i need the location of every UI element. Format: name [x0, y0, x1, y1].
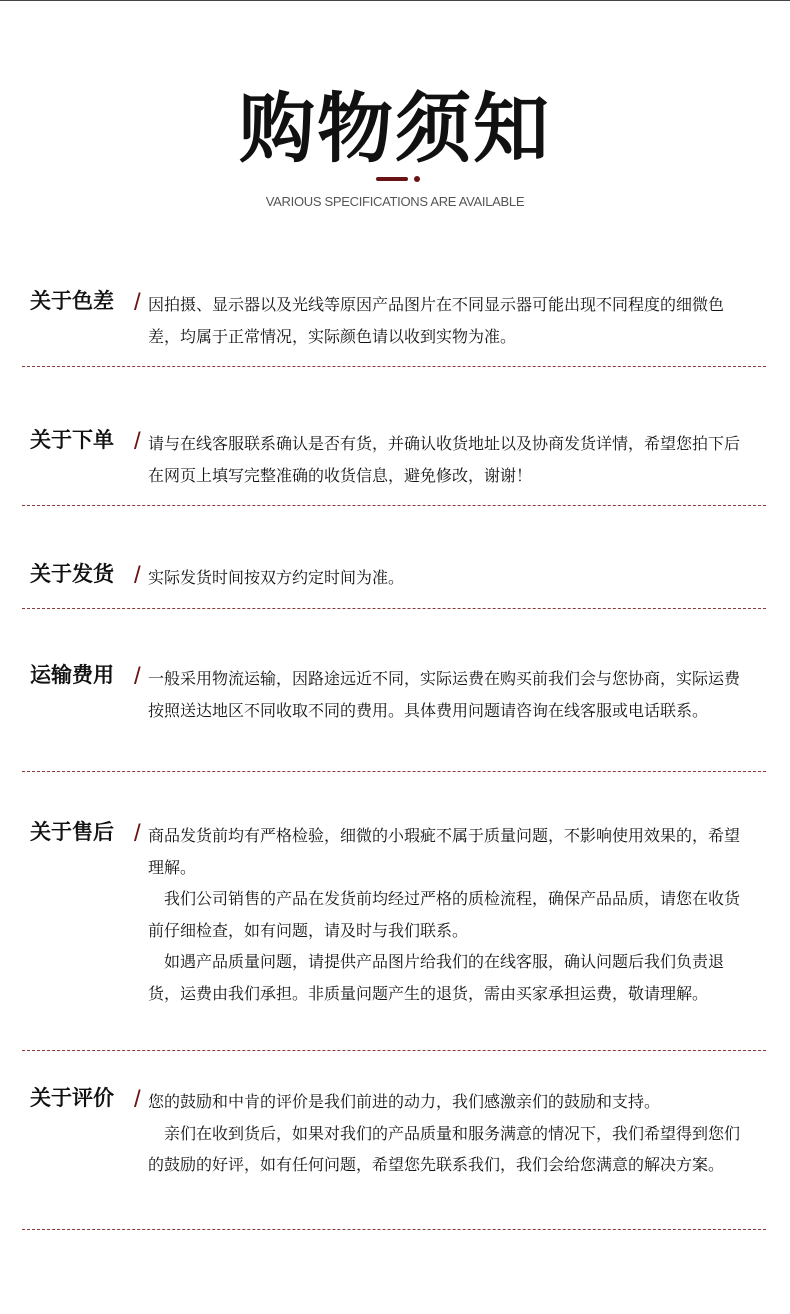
- section-label-color-difference: 关于色差: [30, 289, 114, 313]
- section-paragraph: 我们公司销售的产品在发货前均经过严格的质检流程，确保产品品质，请您在收货前仔细检查，如有问题，请及时与我们联系。: [148, 889, 741, 940]
- slash-icon: /: [134, 562, 141, 589]
- section-divider: [22, 1050, 766, 1051]
- section-body-shipping: [148, 562, 748, 594]
- slash-icon: /: [134, 1086, 141, 1113]
- section-divider: [22, 608, 766, 609]
- section-paragraph: 亲们在收到货后，如果对我们的产品质量和服务满意的情况下，我们希望得到您们的鼓励的好评，如有任何问题，希望您先联系我们，我们会给您满意的解决方案。: [148, 1123, 741, 1174]
- section-body-color-difference: [148, 289, 748, 352]
- section-paragraph: 如遇产品质量问题，请提供产品图片给我们的在线客服，确认问题后我们负责退货，运费由我们承担。非质量问题产生的退货，需由买家承担运费，敬请理解。: [148, 952, 725, 1003]
- section-paragraph: 您的鼓励和中肯的评价是我们前进的动力，我们感激亲们的鼓励和支持。: [148, 1092, 661, 1111]
- section-paragraph: 因拍摄、显示器以及光线等原因产品图片在不同显示器可能出现不同程度的细微色差，均属于正常情况，实际颜色请以收到实物为准。: [148, 295, 725, 346]
- section-divider: [22, 771, 766, 772]
- section-divider: [22, 505, 766, 506]
- section-body-freight-cost: [148, 663, 748, 726]
- slash-icon: /: [134, 663, 141, 690]
- section-paragraph: 请与在线客服联系确认是否有货，并确认收货地址以及协商发货详情，希望您拍下后在网页上填写完整准确的收货信息，避免修改，谢谢！: [148, 434, 741, 485]
- section-label-freight-cost: 运输费用: [30, 663, 114, 687]
- page-title: 购物须知: [239, 84, 551, 173]
- slash-icon: /: [134, 289, 141, 316]
- section-label-shipping: 关于发货: [30, 562, 114, 586]
- slash-icon: /: [134, 428, 141, 455]
- section-body-ordering: [148, 428, 748, 491]
- section-body-after-sales: [148, 820, 748, 1009]
- section-paragraph: 实际发货时间按双方约定时间为准。: [148, 568, 405, 587]
- accent-bar: [376, 177, 408, 181]
- accent-dot: [414, 176, 420, 182]
- section-label-reviews: 关于评价: [30, 1086, 114, 1110]
- section-label-ordering: 关于下单: [30, 428, 114, 452]
- slash-icon: /: [134, 820, 141, 847]
- section-paragraph: 商品发货前均有严格检验，细微的小瑕疵不属于质量问题，不影响使用效果的，希望理解。: [148, 826, 741, 877]
- top-rule: [0, 0, 790, 1]
- section-divider: [22, 366, 766, 367]
- page-subtitle: VARIOUS SPECIFICATIONS ARE AVAILABLE: [265, 194, 525, 209]
- section-label-after-sales: 关于售后: [30, 820, 114, 844]
- section-paragraph: 一般采用物流运输，因路途远近不同，实际运费在购买前我们会与您协商，实际运费按照送达地区不同收取不同的费用。具体费用问题请咨询在线客服或电话联系。: [148, 669, 741, 720]
- section-divider: [22, 1229, 766, 1230]
- section-body-reviews: [148, 1086, 748, 1181]
- title-accent: [376, 177, 422, 181]
